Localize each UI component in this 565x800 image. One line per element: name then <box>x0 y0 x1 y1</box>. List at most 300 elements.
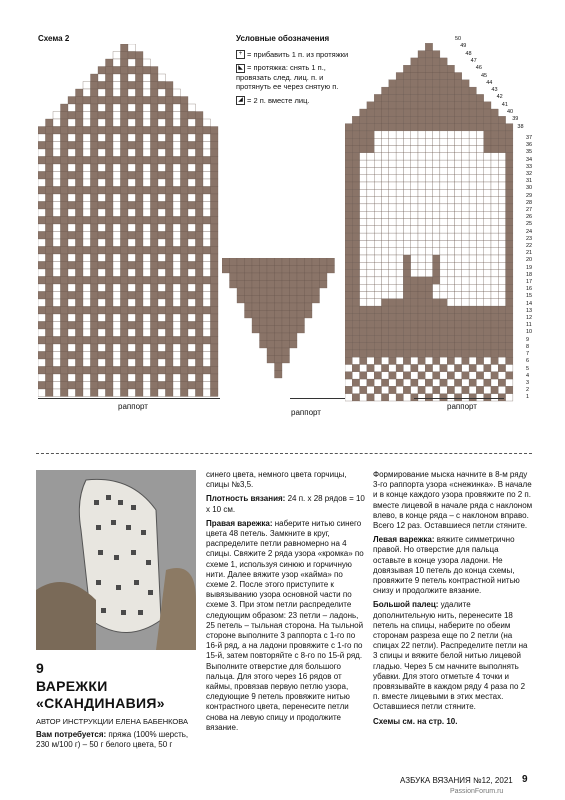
chart-cell <box>447 335 454 342</box>
chart-cell <box>196 329 204 337</box>
chart-cell <box>98 149 106 157</box>
chart-cell <box>173 202 181 210</box>
chart-cell <box>38 209 46 217</box>
chart-cell <box>433 372 440 379</box>
chart-cell <box>352 248 359 255</box>
chart-cell <box>83 284 91 292</box>
thumb-cell <box>282 311 290 319</box>
chart-cell <box>469 160 476 167</box>
chart-cell <box>46 194 54 202</box>
chart-cell <box>53 112 61 120</box>
chart-cell <box>143 217 151 225</box>
chart-cell <box>476 306 483 313</box>
chart-cell <box>367 204 374 211</box>
chart-cell <box>113 52 121 60</box>
chart-cell <box>53 329 61 337</box>
chart-cell <box>498 386 505 393</box>
chart-cell <box>113 322 121 330</box>
chart-cell <box>83 149 91 157</box>
chart-cell <box>106 157 114 165</box>
chart-cell <box>91 269 99 277</box>
chart-cell <box>46 157 54 165</box>
chart-cell <box>403 182 410 189</box>
chart-cell <box>136 292 144 300</box>
chart-cell <box>121 149 129 157</box>
chart-cell <box>491 270 498 277</box>
thumb-cell <box>275 303 283 311</box>
chart-cell <box>106 127 114 135</box>
scheme-label: Схема 2 <box>38 34 70 43</box>
chart-cell <box>469 292 476 299</box>
chart-cell <box>476 379 483 386</box>
chart-cell <box>83 247 91 255</box>
chart-cell <box>128 97 136 105</box>
chart-cell <box>76 89 84 97</box>
chart-cell <box>106 172 114 180</box>
chart-cell <box>68 202 76 210</box>
chart-cell <box>203 202 211 210</box>
chart-cell <box>425 94 432 101</box>
chart-cell <box>113 164 121 172</box>
chart-cell <box>425 299 432 306</box>
chart-cell <box>211 209 219 217</box>
chart-cell <box>83 277 91 285</box>
chart-cell <box>447 146 454 153</box>
chart-cell <box>211 367 219 375</box>
chart-cell <box>403 372 410 379</box>
chart-cell <box>91 134 99 142</box>
thumb-cell <box>275 258 283 266</box>
chart-cell <box>76 352 84 360</box>
chart-cell <box>166 232 174 240</box>
chart-cell <box>506 255 513 262</box>
chart-cell <box>211 352 219 360</box>
chart-cell <box>181 224 189 232</box>
col3-p3 <box>373 717 533 727</box>
chart-cell <box>484 328 491 335</box>
chart-cell <box>396 124 403 131</box>
chart-cell <box>106 149 114 157</box>
chart-cell <box>418 240 425 247</box>
chart-cell <box>121 44 129 52</box>
chart-cell <box>91 97 99 105</box>
chart-cell <box>143 104 151 112</box>
chart-cell <box>113 187 121 195</box>
chart-cell <box>462 219 469 226</box>
chart-cell <box>389 131 396 138</box>
chart-cell <box>440 116 447 123</box>
chart-cell <box>367 233 374 240</box>
chart-cell <box>360 182 367 189</box>
chart-cell <box>396 146 403 153</box>
chart-cell <box>433 94 440 101</box>
chart-cell <box>433 131 440 138</box>
chart-cell <box>158 209 166 217</box>
chart-cell <box>469 138 476 145</box>
chart-cell <box>203 307 211 315</box>
thumb-cell <box>245 273 253 281</box>
chart-cell <box>121 164 129 172</box>
row-number: 40 <box>507 109 514 115</box>
chart-cell <box>121 119 129 127</box>
chart-cell <box>188 299 196 307</box>
chart-cell <box>425 357 432 364</box>
chart-cell <box>83 374 91 382</box>
chart-cell <box>389 350 396 357</box>
chart-cell <box>83 179 91 187</box>
chart-cell <box>367 219 374 226</box>
chart-cell <box>128 157 136 165</box>
chart-cell <box>345 204 352 211</box>
chart-cell <box>374 357 381 364</box>
chart-cell <box>469 299 476 306</box>
chart-cell <box>360 343 367 350</box>
chart-cell <box>491 335 498 342</box>
chart-cell <box>506 277 513 284</box>
chart-cell <box>469 328 476 335</box>
chart-cell <box>83 367 91 375</box>
chart-cell <box>498 160 505 167</box>
chart-cell <box>151 112 159 120</box>
chart-cell <box>158 112 166 120</box>
chart-cell <box>38 142 46 150</box>
chart-cell <box>76 232 84 240</box>
thumb-cell <box>237 266 245 274</box>
chart-cell <box>403 365 410 372</box>
chart-cell <box>46 262 54 270</box>
chart-cell <box>476 284 483 291</box>
chart-cell <box>418 167 425 174</box>
chart-cell <box>447 189 454 196</box>
chart-cell <box>425 219 432 226</box>
chart-cell <box>484 182 491 189</box>
materials-label: Вам потребуется: <box>36 730 107 739</box>
chart-cell <box>433 65 440 72</box>
chart-cell <box>345 299 352 306</box>
chart-cell <box>61 329 69 337</box>
chart-cell <box>352 313 359 320</box>
chart-cell <box>367 211 374 218</box>
chart-cell <box>188 239 196 247</box>
chart-cell <box>136 149 144 157</box>
chart-cell <box>46 359 54 367</box>
chart-cell <box>403 94 410 101</box>
chart-cell <box>345 211 352 218</box>
chart-cell <box>498 182 505 189</box>
chart-cell <box>46 284 54 292</box>
chart-cell <box>425 240 432 247</box>
chart-cell <box>403 153 410 160</box>
chart-cell <box>91 179 99 187</box>
chart-cell <box>121 277 129 285</box>
chart-cell <box>203 322 211 330</box>
chart-cell <box>411 182 418 189</box>
chart-cell <box>158 127 166 135</box>
thumb-cell <box>267 311 275 319</box>
chart-cell <box>106 322 114 330</box>
chart-cell <box>455 284 462 291</box>
chart-cell <box>433 167 440 174</box>
chart-cell <box>396 73 403 80</box>
chart-cell <box>425 233 432 240</box>
chart-cell <box>151 374 159 382</box>
chart-cell <box>433 175 440 182</box>
chart-cell <box>106 254 114 262</box>
chart-cell <box>76 284 84 292</box>
chart-cell <box>447 73 454 80</box>
chart-cell <box>136 209 144 217</box>
chart-cell <box>98 367 106 375</box>
chart-cell <box>68 149 76 157</box>
chart-cell <box>396 284 403 291</box>
chart-cell <box>106 314 114 322</box>
col2-p0-text: синего цвета, немного цвета горчицы, спицы №3,5. <box>206 470 347 490</box>
chart-cell <box>455 262 462 269</box>
chart-cell <box>188 262 196 270</box>
chart-cell <box>352 240 359 247</box>
chart-cell <box>143 149 151 157</box>
thumb-cell <box>290 266 298 274</box>
chart-cell <box>188 142 196 150</box>
chart-cell <box>143 97 151 105</box>
chart-cell <box>411 109 418 116</box>
chart-cell <box>498 350 505 357</box>
chart-cell <box>425 248 432 255</box>
chart-cell <box>484 262 491 269</box>
chart-cell <box>374 116 381 123</box>
thumb-cell <box>260 333 268 341</box>
chart-cell <box>196 292 204 300</box>
chart-cell <box>396 292 403 299</box>
chart-cell <box>498 226 505 233</box>
chart-cell <box>374 270 381 277</box>
chart-cell <box>188 374 196 382</box>
chart-cell <box>367 328 374 335</box>
chart-cell <box>440 124 447 131</box>
chart-cell <box>53 352 61 360</box>
chart-cell <box>113 374 121 382</box>
chart-cell <box>411 204 418 211</box>
chart-cell <box>440 65 447 72</box>
chart-cell <box>440 328 447 335</box>
chart-cell <box>411 299 418 306</box>
chart-cell <box>98 322 106 330</box>
chart-cell <box>91 104 99 112</box>
chart-cell <box>345 321 352 328</box>
thumb-cell <box>282 303 290 311</box>
chart-cell <box>143 254 151 262</box>
chart-cell <box>433 160 440 167</box>
chart-cell <box>151 74 159 82</box>
thumb-cell <box>237 273 245 281</box>
chart-cell <box>68 307 76 315</box>
chart-cell <box>447 328 454 335</box>
thumb-cell <box>267 273 275 281</box>
chart-cell <box>476 277 483 284</box>
chart-cell <box>53 142 61 150</box>
chart-cell <box>360 240 367 247</box>
thumb-cell <box>275 363 283 371</box>
chart-cell <box>128 262 136 270</box>
chart-cell <box>128 299 136 307</box>
chart-cell <box>113 142 121 150</box>
chart-cell <box>61 367 69 375</box>
chart-cell <box>491 189 498 196</box>
chart-cell <box>151 202 159 210</box>
chart-cell <box>469 219 476 226</box>
chart-cell <box>98 112 106 120</box>
chart-cell <box>360 197 367 204</box>
chart-cell <box>53 254 61 262</box>
chart-cell <box>396 343 403 350</box>
chart-cell <box>98 262 106 270</box>
chart-cell <box>98 232 106 240</box>
chart-cell <box>425 262 432 269</box>
chart-cell <box>382 379 389 386</box>
chart-cell <box>374 131 381 138</box>
chart-cell <box>418 379 425 386</box>
chart-cell <box>360 372 367 379</box>
article-number: 9 <box>36 660 44 676</box>
chart-cell <box>360 379 367 386</box>
chart-cell <box>374 284 381 291</box>
chart-cell <box>382 350 389 357</box>
chart-cell <box>106 239 114 247</box>
chart-cell <box>121 172 129 180</box>
thumb-cell <box>260 303 268 311</box>
thumb-cell <box>282 318 290 326</box>
chart-cell <box>403 102 410 109</box>
chart-cell <box>113 314 121 322</box>
chart-cell <box>352 350 359 357</box>
chart-cell <box>91 209 99 217</box>
chart-cell <box>166 194 174 202</box>
chart-cell <box>53 284 61 292</box>
chart-cell <box>136 232 144 240</box>
chart-cell <box>352 211 359 218</box>
chart-cell <box>38 179 46 187</box>
chart-cell <box>469 167 476 174</box>
chart-cell <box>469 277 476 284</box>
chart-cell <box>425 313 432 320</box>
chart-cell <box>396 182 403 189</box>
chart-cell <box>403 270 410 277</box>
chart-cell <box>367 386 374 393</box>
chart-cell <box>506 299 513 306</box>
chart-cell <box>411 306 418 313</box>
chart-cell <box>68 352 76 360</box>
chart-cell <box>181 382 189 390</box>
chart-cell <box>38 269 46 277</box>
chart-cell <box>345 189 352 196</box>
chart-cell <box>418 226 425 233</box>
chart-cell <box>491 343 498 350</box>
chart-cell <box>506 306 513 313</box>
chart-cell <box>91 187 99 195</box>
chart-cell <box>38 367 46 375</box>
chart-cell <box>203 127 211 135</box>
chart-cell <box>403 167 410 174</box>
chart-cell <box>476 167 483 174</box>
chart-cell <box>360 321 367 328</box>
chart-cell <box>418 255 425 262</box>
chart-cell <box>188 202 196 210</box>
chart-cell <box>374 394 381 401</box>
chart-cell <box>196 157 204 165</box>
chart-cell <box>188 382 196 390</box>
chart-cell <box>484 248 491 255</box>
chart-cell <box>418 233 425 240</box>
chart-cell <box>136 329 144 337</box>
chart-cell <box>345 284 352 291</box>
chart-cell <box>166 97 174 105</box>
chart-cell <box>113 277 121 285</box>
chart-cell <box>360 394 367 401</box>
chart-cell <box>425 116 432 123</box>
chart-cell <box>433 189 440 196</box>
chart-cell <box>403 357 410 364</box>
left-chart <box>38 44 220 404</box>
chart-cell <box>46 329 54 337</box>
chart-cell <box>181 247 189 255</box>
chart-cell <box>506 262 513 269</box>
chart-cell <box>121 284 129 292</box>
chart-cell <box>425 73 432 80</box>
chart-cell <box>121 239 129 247</box>
chart-cell <box>425 255 432 262</box>
chart-cell <box>411 313 418 320</box>
chart-cell <box>433 109 440 116</box>
chart-cell <box>106 119 114 127</box>
chart-cell <box>113 269 121 277</box>
chart-cell <box>91 292 99 300</box>
chart-cell <box>68 277 76 285</box>
chart-cell <box>396 328 403 335</box>
chart-cell <box>38 307 46 315</box>
chart-cell <box>455 219 462 226</box>
chart-cell <box>396 386 403 393</box>
chart-cell <box>462 248 469 255</box>
thumb-cell <box>260 258 268 266</box>
chart-cell <box>484 321 491 328</box>
chart-cell <box>498 204 505 211</box>
chart-cell <box>203 119 211 127</box>
chart-cell <box>121 52 129 60</box>
chart-cell <box>76 179 84 187</box>
chart-cell <box>491 146 498 153</box>
chart-cell <box>98 352 106 360</box>
chart-cell <box>352 255 359 262</box>
chart-cell <box>433 87 440 94</box>
chart-cell <box>136 97 144 105</box>
chart-cell <box>389 284 396 291</box>
chart-cell <box>506 211 513 218</box>
chart-cell <box>484 226 491 233</box>
chart-cell <box>382 306 389 313</box>
chart-cell <box>360 138 367 145</box>
thumb-cell <box>267 303 275 311</box>
chart-cell <box>203 179 211 187</box>
chart-cell <box>76 307 84 315</box>
chart-cell <box>188 119 196 127</box>
chart-cell <box>151 164 159 172</box>
chart-cell <box>106 142 114 150</box>
chart-cell <box>498 313 505 320</box>
chart-cell <box>367 102 374 109</box>
chart-cell <box>440 226 447 233</box>
chart-cell <box>462 357 469 364</box>
chart-cell <box>389 80 396 87</box>
